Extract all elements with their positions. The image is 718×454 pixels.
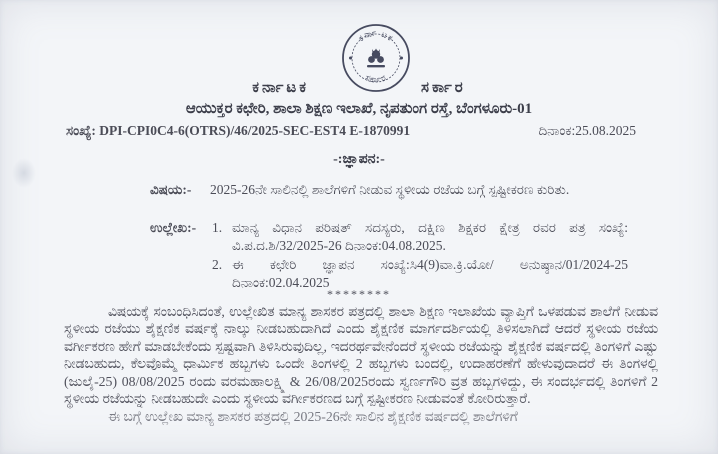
seal-top-text: ಕರ್ನಾ ಟಕ [356, 27, 396, 44]
lion-capital-icon [349, 49, 403, 68]
state-title-right: ಸರ್ಕಾರ [420, 80, 466, 96]
reference-text: ಈ ಕಛೇರಿ ಜ್ಞಾಪನ ಸಂಖ್ಯೆ:ಸಿ4(9)ವಾ.ಕ್ರಿ.ಯೋ/ ಅನುಷ್ಠಾನ/01/2024-25 ದಿನಾಂಕ:02.04.2025 [232, 257, 628, 290]
reference-number: 2. [212, 257, 223, 272]
number-value: DPI-CPI0C4-6(OTRS)/46/2025-SEC-EST4 E-1870991 [99, 123, 411, 138]
references-list [210, 219, 628, 293]
subject-text: 2025-26ನೇ ಸಾಲಿನಲ್ಲಿ ಶಾಲೆಗಳಿಗೆ ನೀಡುವ ಸ್ಥಳೀಯ ರಜೆಯ ಬಗ್ಗೆ ಸ್ಪಷ್ಟೀಕರಣ ಕುರಿತು. [210, 182, 570, 197]
reference-item [210, 256, 628, 291]
body-paragraph-cutoff: ಈ ಬಗ್ಗೆ ಉಲ್ಲೇಖ ಮಾನ್ಯ ಶಾಸಕರ ಪತ್ರದಲ್ಲಿ 2025-26ನೇ ಸಾಲಿನ ಶೈಕ್ಷಣಿಕ ವರ್ಷದಲ್ಲಿ ಶಾಲೆಗಳಿಗೆ [108, 409, 518, 425]
state-government-title [0, 79, 718, 97]
document-date: ದಿನಾಂಕ:25.08.2025 [538, 123, 636, 138]
asterisk-separator: ******** [327, 287, 391, 301]
body-text-block [64, 303, 658, 454]
seal-bottom-text: ಸರ್ಕಾರ [363, 71, 389, 85]
reference-item [210, 219, 628, 254]
state-title-left: ಕರ್ನಾಟಕ [252, 80, 309, 96]
reference-text: ಮಾನ್ಯ ವಿಧಾನ ಪರಿಷತ್ ಸದಸ್ಯರು, ದಕ್ಷಿಣ ಶಿಕ್ಷಕರ ಕ್ಷೇತ್ರ ರವರ ಪತ್ರ ಸಂಖ್ಯೆ: ವಿ.ಪ.ದ.ಶಿ/32/2025-26 ದಿನಾಂಕ:04.08.2025. [232, 220, 628, 253]
number-date-row [66, 123, 636, 139]
document-number [66, 123, 410, 139]
references-label: ಉಲ್ಲೇಖ:- [150, 220, 197, 235]
references-block [150, 219, 628, 293]
subject-label: ವಿಷಯ:- [150, 182, 192, 197]
office-address-line: ಆಯುಕ್ತರ ಕಛೇರಿ, ಶಾಲಾ ಶಿಕ್ಷಣ ಇಲಾಖೆ, ನೃಪತುಂಗ ರಸ್ತೆ, ಬೆಂಗಳೂರು-01 [185, 101, 533, 117]
memo-title: -:ಜ್ಞಾಪನ:- [333, 152, 385, 167]
subject-block [150, 181, 618, 198]
number-label: ಸಂಖ್ಯೆ: [66, 123, 96, 138]
reference-number: 1. [212, 220, 223, 235]
body-paragraph: ವಿಷಯಕ್ಕೆ ಸಂಬಂಧಿಸಿದಂತೆ, ಉಲ್ಲೇಖಿತ ಮಾನ್ಯ ಶಾಸಕರ ಪತ್ರದಲ್ಲಿ ಶಾಲಾ ಶಿಕ್ಷಣ ಇಲಾಖೆಯ ವ್ಯಾಪ್ತಿಗೆ ಒಳಪಡುವ ಶಾಲೆಗೆ ನೀಡುವ ಸ್ಥಳೀಯ ರಜೆಯು ಶೈಕ್ಷಣಿಕ ವರ್ಷಕ್ಕೆ ನಾಲ್ಕು ನೀಡಬಹುದಾಗಿದೆ ಎಂದು ಶೈಕ್ಷಣಿಕ ಮಾರ್ಗದರ್ಶಿಯಲ್ಲಿ ತಿಳಿಸಲಾಗಿದೆ ಆದರೆ ಸ್ಥಳೀಯ ರಜೆಯ ವರ್ಗೀಕರಣ ಹೇಗೆ ಮಾಡಬೇಕೆಂದು ಸ್ಪಷ್ಟವಾಗಿ ತಿಳಿಸಿರುವುದಿಲ್ಲ, ಇದರರ್ಥವೇನೆಂದರೆ ಸ್ಥಳೀಯ ರಜೆಯನ್ನು ಶೈಕ್ಷಣಿಕ ವರ್ಷದಲ್ಲಿ ತಿಂಗಳಿಗೆ ಎಷ್ಟು ನೀಡಬಹುದು, ಕೆಲವೊಮ್ಮೆ ಧಾರ್ಮಿಕ ಹಬ್ಬಗಳು ಒಂದೇ ತಿಂಗಳಲ್ಲಿ 2 ಹಬ್ಬಗಳು ಬಂದಲ್ಲಿ, ಉದಾಹರಣೆಗೆ ಹೇಳುವುದಾದರೆ ಈ ತಿಂಗಳಲ್ಲಿ (ಜುಲೈ-25) 08/08/2025 ರಂದು ವರಮಹಾಲಕ್ಷ್ಮಿ & 26/08/2025ರಂದು ಸ್ವರ್ಣಗೌರಿ ವ್ರತ ಹಬ್ಬಗಳಿದ್ದು, ಈ ಸಂದರ್ಭದಲ್ಲಿ ತಿಂಗಳಿಗೆ 2 ಸ್ಥಳೀಯ ರಜೆಯನ್ನು ನೀಡಬಹುದೇ ಎಂದು ಸ್ಥಳೀಯ ವರ್ಗೀಕರಣದ ಬಗ್ಗೆ ಸ್ಪಷ್ಟೀಕರಣ ನೀಡುವಂತೆ ಕೋರಿರುತ್ತಾರೆ. [64, 304, 658, 407]
